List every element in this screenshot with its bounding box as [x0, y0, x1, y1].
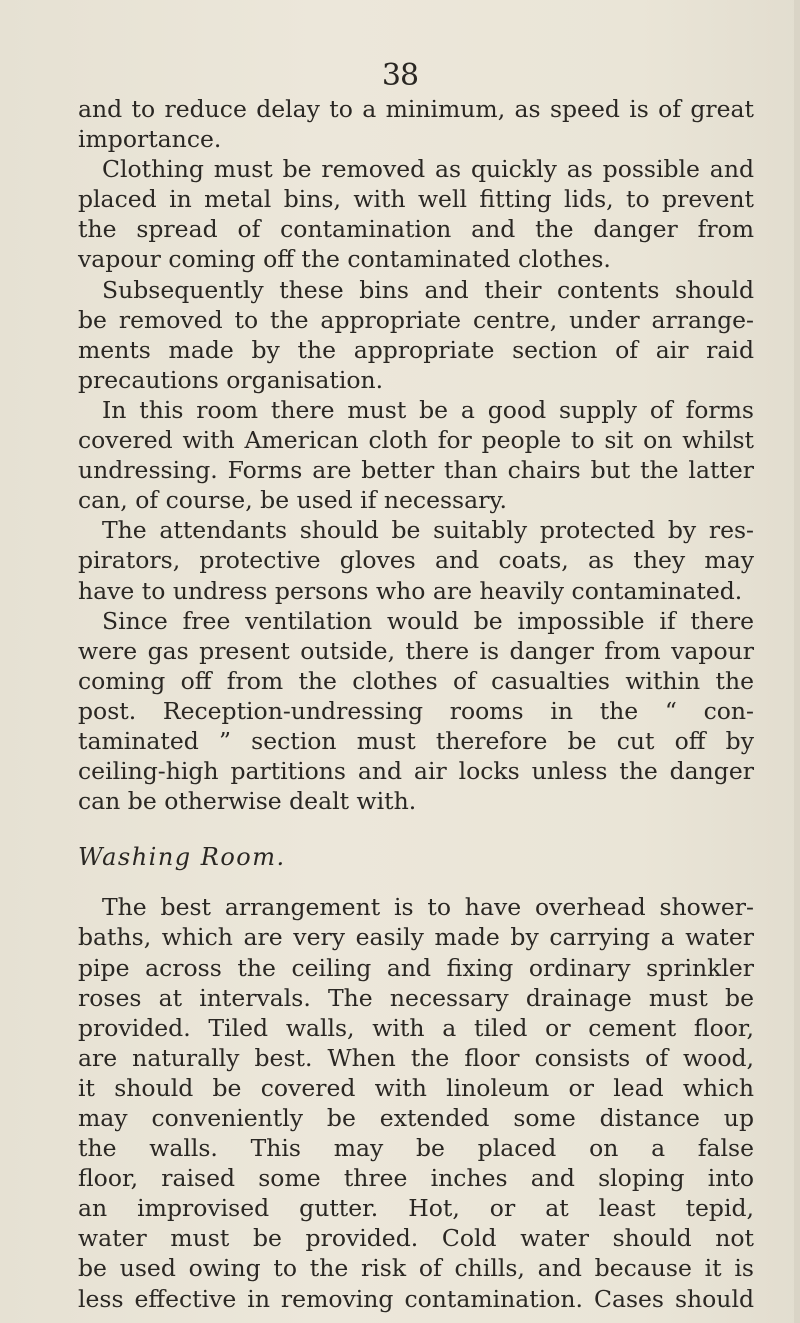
text-line: an improvised gutter. Hot, or at least tepid, — [78, 1194, 754, 1223]
text-line: The best arrangement is to have overhead shower- — [102, 893, 754, 922]
first-section — [78, 94, 754, 816]
section-heading: Washing Room. — [78, 843, 286, 872]
text-line: vapour coming off the contaminated clothes. — [78, 245, 611, 274]
text-line: Subsequently these bins and their contents should — [102, 275, 754, 304]
text-line: can, of course, be used if necessary. — [78, 486, 507, 515]
text-line: baths, which are very easily made by carrying a water — [78, 923, 754, 952]
section-gap — [78, 816, 754, 842]
text-line: be removed to the appropriate centre, under arrange- — [78, 305, 754, 334]
paragraph — [78, 94, 754, 154]
text-line: precautions organisation. — [78, 365, 384, 394]
paragraph — [78, 515, 754, 605]
text-line: Clothing must be removed as quickly as possible and — [102, 155, 754, 184]
text-line: be used owing to the risk of chills, and because it is — [78, 1254, 754, 1283]
text-line: were gas present outside, there is danger from vapour — [78, 636, 754, 665]
text-line: it should be covered with linoleum or lead which — [78, 1073, 754, 1102]
body-text — [78, 94, 754, 1314]
text-line: Since free ventilation would be impossible if there — [102, 606, 754, 635]
text-line: the walls. This may be placed on a false — [78, 1134, 754, 1163]
text-line: taminated ” section must therefore be cut off by — [78, 726, 754, 755]
paragraph — [78, 395, 754, 515]
text-line: ceiling-high partitions and air locks unless the danger — [78, 757, 754, 786]
text-line: undressing. Forms are better than chairs but the latter — [78, 456, 754, 485]
text-line: ments made by the appropriate section of air raid — [78, 335, 754, 364]
text-line: can be otherwise dealt with. — [78, 787, 417, 816]
text-line: have to undress persons who are heavily contaminated. — [78, 576, 743, 605]
text-line: floor, raised some three inches and sloping into — [78, 1164, 754, 1193]
text-line: the spread of contamination and the danger from — [78, 215, 754, 244]
text-line: pipe across the ceiling and fixing ordinary sprinkler — [78, 953, 754, 982]
text-line: importance. — [78, 125, 222, 154]
text-line: may conveniently be extended some distance up — [78, 1104, 754, 1132]
text-line: covered with American cloth for people to sit on whilst — [78, 426, 754, 455]
text-line: The attendants should be suitably protected by res- — [102, 516, 754, 545]
text-line: post. Reception-undressing rooms in the “ con- — [78, 696, 754, 725]
text-line: coming off from the clothes of casualties within the — [78, 666, 754, 695]
text-line: water must be provided. Cold water should not — [78, 1224, 754, 1253]
page-edge — [794, 0, 800, 1323]
text-line: less effective in removing contamination. Cases should — [78, 1284, 754, 1313]
paragraph — [78, 892, 754, 1313]
text-line: roses at intervals. The necessary drainage must be — [78, 983, 754, 1012]
text-line: provided. Tiled walls, with a tiled or cement floor, — [78, 1013, 754, 1042]
text-line: pirators, protective gloves and coats, as they may — [78, 546, 754, 575]
text-line: In this room there must be a good supply of forms — [102, 395, 754, 424]
paragraph — [78, 275, 754, 395]
washing-room-section — [78, 892, 754, 1313]
paragraph — [78, 606, 754, 817]
text-line: placed in metal bins, with well fitting lids, to prevent — [78, 185, 754, 214]
heading-gap — [78, 872, 754, 892]
text-line: and to reduce delay to a minimum, as speed is of great — [78, 95, 754, 123]
paragraph — [78, 154, 754, 274]
text-line: are naturally best. When the floor consists of wood, — [78, 1043, 754, 1072]
page-number: 38 — [381, 58, 419, 93]
